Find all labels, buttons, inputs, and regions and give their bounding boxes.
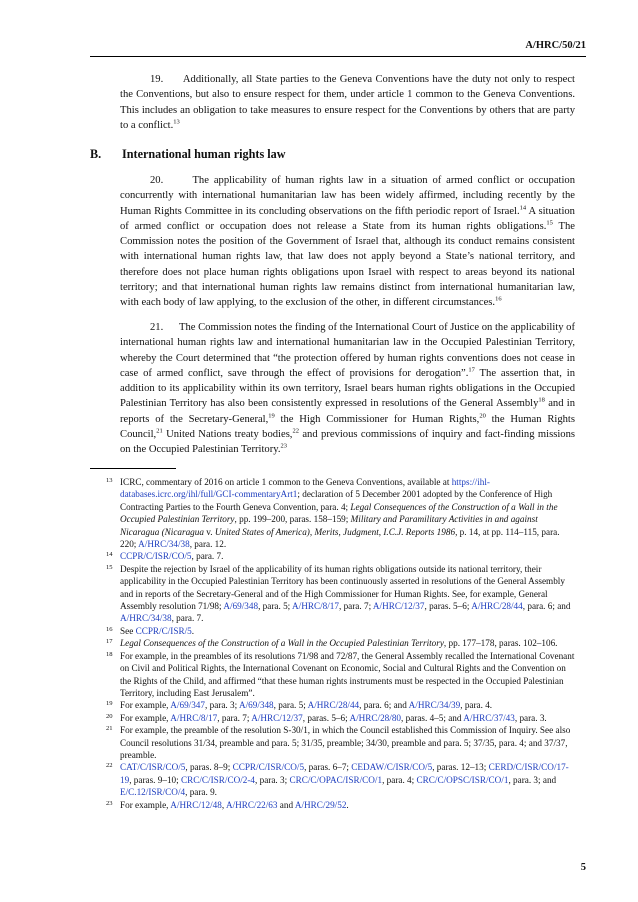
- footnote-text: Despite the rejection by Israel of the applicability of its human rights obligations outside its national territory, their applicability in the Occupied Palestinian Territory has been continuously asserted in resolutions of the General Assembly and in reports of the Secretary-General and of the High Commissioner for Human Rights. See, for example, General Assembly resolution 71/98;: [120, 563, 565, 612]
- document-link[interactable]: CCPR/C/ISR/CO/5: [232, 762, 305, 773]
- section-title: International human rights law: [122, 147, 286, 161]
- footnote-text: , para. 3; and: [508, 774, 557, 785]
- footnote-text: , para. 7.: [171, 613, 204, 624]
- document-link[interactable]: CEDAW/C/ISR/CO/5: [351, 762, 433, 773]
- document-link[interactable]: A/HRC/22/63: [225, 799, 278, 810]
- footnote-13: [90, 476, 576, 550]
- footnote-ref[interactable]: 15: [546, 219, 553, 227]
- footnote-text: , paras. 4–5; and: [401, 712, 464, 723]
- footnote-text: , paras. 6–7;: [304, 762, 352, 773]
- footnote-17: [90, 637, 576, 649]
- footnote-text: For example, the preamble of the resolution S-30/1, in which the Council established this Commission of Inquiry. See also Council resolutions 31/34, preamble and para. 5; 31/35, preamble; 34/30, preamble and para. 5; 37/35, para. 4; and 37/37, preamble.: [120, 725, 571, 760]
- document-link[interactable]: A/69/348: [238, 700, 274, 711]
- footnote-ref[interactable]: 14: [519, 204, 527, 212]
- footnote-text: , p. 14, at pp. 114–115, para. 220;: [120, 526, 560, 550]
- footnote-text: ; declaration of 5 December 2001 adopted by the Conference of High Contracting Parties to the Fourth Geneva Convention, para. 4;: [120, 489, 553, 512]
- footnote-text: , para. 9.: [185, 787, 217, 798]
- paragraph-text: The applicability of human rights law in a situation of armed conflict or occupation concurrently with international humanitarian law has been widely affirmed, including recently by the Human Rights Committee in its concluding observations on the fifth periodic report of Israel.: [120, 175, 575, 217]
- document-link[interactable]: CRC/C/ISR/CO/2-4: [180, 774, 256, 785]
- document-link[interactable]: A/HRC/28/80: [349, 712, 402, 723]
- footnote-number: 23: [106, 799, 113, 807]
- section-letter: B.: [90, 147, 102, 161]
- footnote-19: [90, 699, 576, 711]
- footnote-ref[interactable]: 23: [280, 442, 287, 450]
- footnote-text: , para. 3;: [205, 700, 239, 711]
- footnote-number: 22: [106, 762, 113, 770]
- paragraph-text: United Nations treaty bodies,: [162, 429, 293, 441]
- document-link[interactable]: A/HRC/37/43: [463, 712, 515, 723]
- footnote-20: [90, 712, 576, 724]
- footnote-number: 16: [106, 625, 113, 633]
- footnote-text: , paras. 9–10;: [129, 774, 181, 785]
- footnote-ref[interactable]: 17: [468, 366, 475, 374]
- section-heading: [90, 147, 286, 162]
- footnote-number: 18: [106, 650, 113, 658]
- footnote-text: , para. 7;: [217, 712, 252, 723]
- footnote-text: , pp. 177–178, paras. 102–106.: [443, 638, 558, 649]
- footnote-ref[interactable]: 18: [538, 396, 545, 404]
- footnote-ref[interactable]: 20: [479, 412, 486, 420]
- footnote-text: For example,: [120, 799, 171, 810]
- footnote-number: 13: [106, 477, 113, 484]
- footnote-separator: [90, 468, 176, 469]
- footnote-text: v.: [203, 526, 215, 537]
- document-link[interactable]: A/HRC/28/44: [307, 700, 360, 711]
- paragraph-text: The Commission notes the finding of the International Court of Justice on the applicability of international human rights law and international humanitarian law in the Occupied Palestinian Territory, whereby the Court determined that “the protection offered by human rights conventions does not cease in case of armed conflict, save through the effect of provisions for derogation”.: [120, 322, 576, 379]
- paragraph-text: Additionally, all State parties to the Geneva Conventions have the duty not only to respect the Conventions, but also to ensure respect for them, under article 1 common to the Geneva Conventions. This includes an obligation to take measures to ensure respect for the Conventions by others that are party to a conflict.: [120, 74, 575, 131]
- footnote-italic: Legal Consequences of the Construction of a Wall in the Occupied Palestinian Territory: [120, 501, 558, 525]
- document-link[interactable]: A/HRC/12/37: [251, 712, 303, 723]
- footnote-ref[interactable]: 19: [268, 412, 275, 420]
- footnote-text: For example,: [120, 700, 171, 711]
- footnote-text: For example, in the preambles of its resolutions 71/98 and 72/87, the General Assembly recalled the International Covenant on Civil and Political Rights, the International Covenant on Economic, Social and Cultural Rights and the Convention on the Rights of the Child, and affirmed “that these human rights instruments must be respected in the Occupied Palestinian Territory, including East Jerusalem”.: [120, 650, 575, 698]
- paragraph-19: [120, 72, 575, 133]
- footnote-text: , para. 7;: [338, 601, 373, 612]
- footnote-ref[interactable]: 13: [173, 118, 180, 126]
- footnote-18: [90, 650, 576, 700]
- document-link[interactable]: A/HRC/34/39: [408, 700, 461, 711]
- paragraph-text: A situation of armed conflict or occupation does not release a State from its human rights obligations.: [120, 205, 575, 232]
- footnote-text: , paras. 5–6;: [302, 712, 350, 723]
- paragraph-number: 19.: [150, 74, 164, 85]
- document-link[interactable]: A/HRC/12/48: [170, 799, 222, 810]
- footnote-number: 15: [106, 563, 113, 571]
- footnote-text: , para. 7.: [191, 551, 224, 562]
- document-link[interactable]: CCPR/C/ISR/5: [135, 625, 192, 636]
- footnote-text: , para. 4.: [460, 700, 493, 711]
- footnote-text: , para. 5;: [258, 601, 293, 612]
- footnote-text: , pp. 199–200, paras. 158–159;: [234, 514, 351, 525]
- footnote-italic: Legal Consequences of the Construction of a Wall in the Occupied Palestinian Territory: [120, 638, 444, 649]
- paragraph-number: 21.: [150, 322, 164, 333]
- footnote-number: 19: [106, 700, 113, 708]
- document-link[interactable]: CAT/C/ISR/CO/5: [120, 762, 186, 773]
- document-link[interactable]: A/HRC/28/44: [471, 601, 523, 612]
- footnote-number: 21: [106, 725, 113, 733]
- footnote-text: .: [346, 799, 349, 810]
- footnote-ref[interactable]: 16: [495, 295, 502, 303]
- document-link[interactable]: E/C.12/ISR/CO/4: [120, 787, 186, 798]
- paragraph-text: the High Commissioner for Human Rights,: [274, 413, 480, 425]
- footnote-text: ,: [221, 799, 226, 810]
- footnote-ref[interactable]: 21: [156, 427, 163, 435]
- document-link[interactable]: CCPR/C/ISR/CO/5: [120, 551, 192, 562]
- document-link[interactable]: CRC/C/OPSC/ISR/CO/1: [416, 774, 509, 785]
- footnote-ref[interactable]: 22: [292, 427, 299, 435]
- header-rule: [90, 56, 586, 57]
- footnote-italic: United States of America), Merits, Judgment, I.C.J. Reports 1986: [214, 526, 456, 537]
- footnote-text: .: [191, 625, 195, 636]
- paragraph-number: 20.: [150, 175, 164, 186]
- document-link[interactable]: A/HRC/34/38: [120, 613, 172, 624]
- document-symbol: A/HRC/50/21: [525, 40, 586, 51]
- document-link[interactable]: A/69/347: [170, 700, 205, 711]
- page-number: 5: [580, 862, 586, 873]
- footnote-text: , para. 12.: [189, 539, 227, 550]
- document-link[interactable]: A/HRC/8/17: [292, 601, 339, 612]
- document-link[interactable]: CERD/C/ISR/CO/17-19: [120, 762, 569, 785]
- paragraph-text: The assertion that, in addition to its applicability within its own territory, Israel bears human rights obligations in the Occupied Palestinian Territory has also been consistently expressed in resolutions of the General Assembly: [120, 367, 575, 410]
- footnote-16: [90, 625, 576, 637]
- document-link[interactable]: A/HRC/34/38: [138, 539, 190, 550]
- footnote-text: See: [120, 625, 136, 636]
- document-link[interactable]: A/HRC/12/37: [372, 601, 425, 612]
- footnotes: [90, 476, 576, 811]
- footnote-text: , para. 4;: [382, 774, 417, 785]
- footnote-text: , para. 6; and: [522, 601, 571, 612]
- footnote-text: ICRC, commentary of 2016 on article 1 common to the Geneva Conventions, available at: [120, 477, 452, 487]
- footnote-text: , paras. 8–9;: [185, 762, 233, 773]
- paragraph-20: [120, 173, 575, 311]
- footnote-text: For example,: [120, 712, 171, 723]
- footnote-23: [90, 799, 576, 811]
- footnote-22: [90, 761, 576, 798]
- footnote-number: 20: [106, 712, 113, 720]
- paragraph-text: and previous commissions of inquiry and fact-finding missions on the Occupied Palestinian Territory.: [120, 429, 575, 456]
- footnote-text: , para. 5;: [273, 700, 308, 711]
- footnote-text: , para. 3;: [255, 774, 290, 785]
- document-link[interactable]: A/HRC/8/17: [170, 712, 218, 723]
- footnote-number: 14: [106, 551, 113, 559]
- footnote-text: , para. 6; and: [359, 700, 409, 711]
- footnote-21: [90, 724, 576, 761]
- footnote-text: , paras. 5–6;: [424, 601, 472, 612]
- paragraph-text: and in reports of the Secretary-General,: [120, 398, 575, 425]
- document-link[interactable]: CRC/C/OPAC/ISR/CO/1: [289, 774, 383, 785]
- footnote-text: , paras. 12–13;: [432, 762, 489, 773]
- footnote-italic: Military and Paramilitary Activities in and against Nicaragua (Nicaragua: [120, 514, 538, 537]
- footnote-text: and: [277, 799, 295, 810]
- footnote-14: [90, 550, 576, 562]
- icrc-commentary-link[interactable]: https://ihl-databases.icrc.org/ihl/full/GCI-commentaryArt1: [120, 477, 490, 500]
- footnote-text: , para. 3.: [514, 712, 547, 723]
- footnote-number: 17: [106, 638, 113, 646]
- paragraph-21: [120, 320, 575, 458]
- footnote-15: [90, 563, 576, 625]
- document-link[interactable]: A/69/348: [223, 601, 259, 612]
- paragraph-text: the Human Rights Council,: [120, 413, 575, 441]
- paragraph-text: The Commission notes the position of the Government of Israel that, although its conduct remains consistent with international human rights law, that law does not apply beyond a State’s national territory, and therefore does not place human rights obligations upon Israel with respect to areas beyond its national territory; and that international human rights law remains distinct from international humanitarian law, with each body of law applying, to the exclusion of the other, in different circumstances.: [120, 220, 575, 309]
- document-link[interactable]: A/HRC/29/52: [294, 799, 347, 810]
